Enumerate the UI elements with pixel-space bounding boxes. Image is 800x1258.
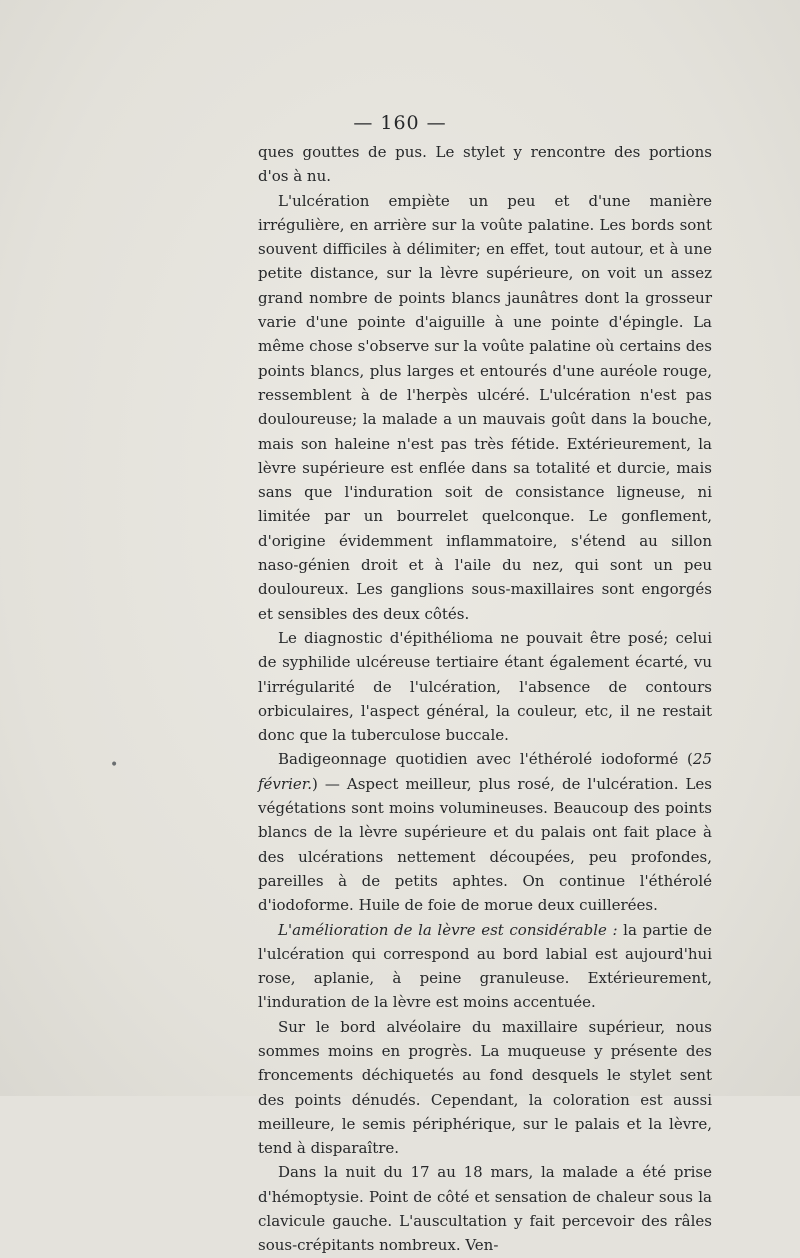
paragraph-3: Le diagnostic d'épithélioma ne pouvait être posé; celui de syphilide ulcéreuse tertiaire étant également écarté, vu l'irrégularité de l'ulcération, l'absence de contours orbiculaires, l'aspect général, la couleur, etc, il ne restait donc que la tuberculose buccale. [258,628,712,745]
paragraph-6: Sur le bord alvéolaire du maxillaire supérieur, nous sommes moins en progrès. La muqueuse y présente des froncements déchiquetés au fond desquels le stylet sent des points dénudés. Cependant, la coloration est aussi meilleure, le semis périphérique, sur le palais et la lèvre, tend à disparaître. [258,1017,712,1158]
amelioration-lead: L'amélioration de la lèvre est considérable : [278,920,618,939]
paragraph-5 [258,918,712,1015]
margin-mark: • [110,757,119,773]
badigeonnage-tail: ) — [312,774,340,793]
paragraph-2: L'ulcération empiète un peu et d'une manière irrégulière, en arrière sur la voûte palatine. Les bords sont souvent difficiles à délimiter; en effet, tout autour, et à une petite distance, sur la lèvre supérieure, on voit un assez grand nombre de points blancs jaunâtres dont la grosseur varie d'une pointe d'aiguille à une pointe d'épingle. La même chose s'observe sur la voûte palatine où certains des points blancs, plus larges et entourés d'une auréole rouge, ressemblent à de l'herpès ulcéré. L'ulcération n'est pas douloureuse; la malade a un mauvais goût dans la bouche, mais son haleine n'est pas très fétide. Extérieurement, la lèvre supérieure est enflée dans sa totalité et durcie, mais sans que l'induration soit de consistance ligneuse, ni limitée par un bourrelet quelconque. Le gonflement, d'origine évidemment inflammatoire, s'étend au sillon naso-génien droit et à l'aile du nez, qui sont un peu douloureux. Les ganglions sous-maxillaires sont engorgés et sensibles des deux côtés. [258,191,712,623]
paragraph-1: ques gouttes de pus. Le stylet y rencontre des portions d'os à nu. [258,143,712,186]
date-reference: 25 février. [258,750,712,793]
paragraph-7: Dans la nuit du 17 au 18 mars, la malade a été prise d'hémoptysie. Point de côté et sensation de chaleur sous la clavicule gauche. L'auscultation y fait percevoir des râles sous-crépitants nombreux. Ven- [258,1163,712,1255]
paragraph-5-body: la partie de l'ulcération qui correspond au bord labial est aujourd'hui rose, aplanie, à peine granuleuse. Extérieurement, l'induration de la lèvre est moins accentuée. [258,920,712,1012]
badigeonnage-lead: Badigeonnage quotidien avec l'éthérolé iodoformé ( [278,750,693,769]
paragraph-4 [258,747,712,917]
page-number: — 160 — [353,112,447,134]
body-text [258,140,712,1258]
paragraph-4-body: Aspect meilleur, plus rosé, de l'ulcération. Les végétations sont moins volumineuses. Beaucoup des points blancs de la lèvre supérieure et du palais ont fait place à des ulcérations nettement découpées, peu profondes, pareilles à de petits aphtes. On continue l'éthérolé d'iodoforme. Huile de foie de morue deux cuillerées. [258,774,712,915]
